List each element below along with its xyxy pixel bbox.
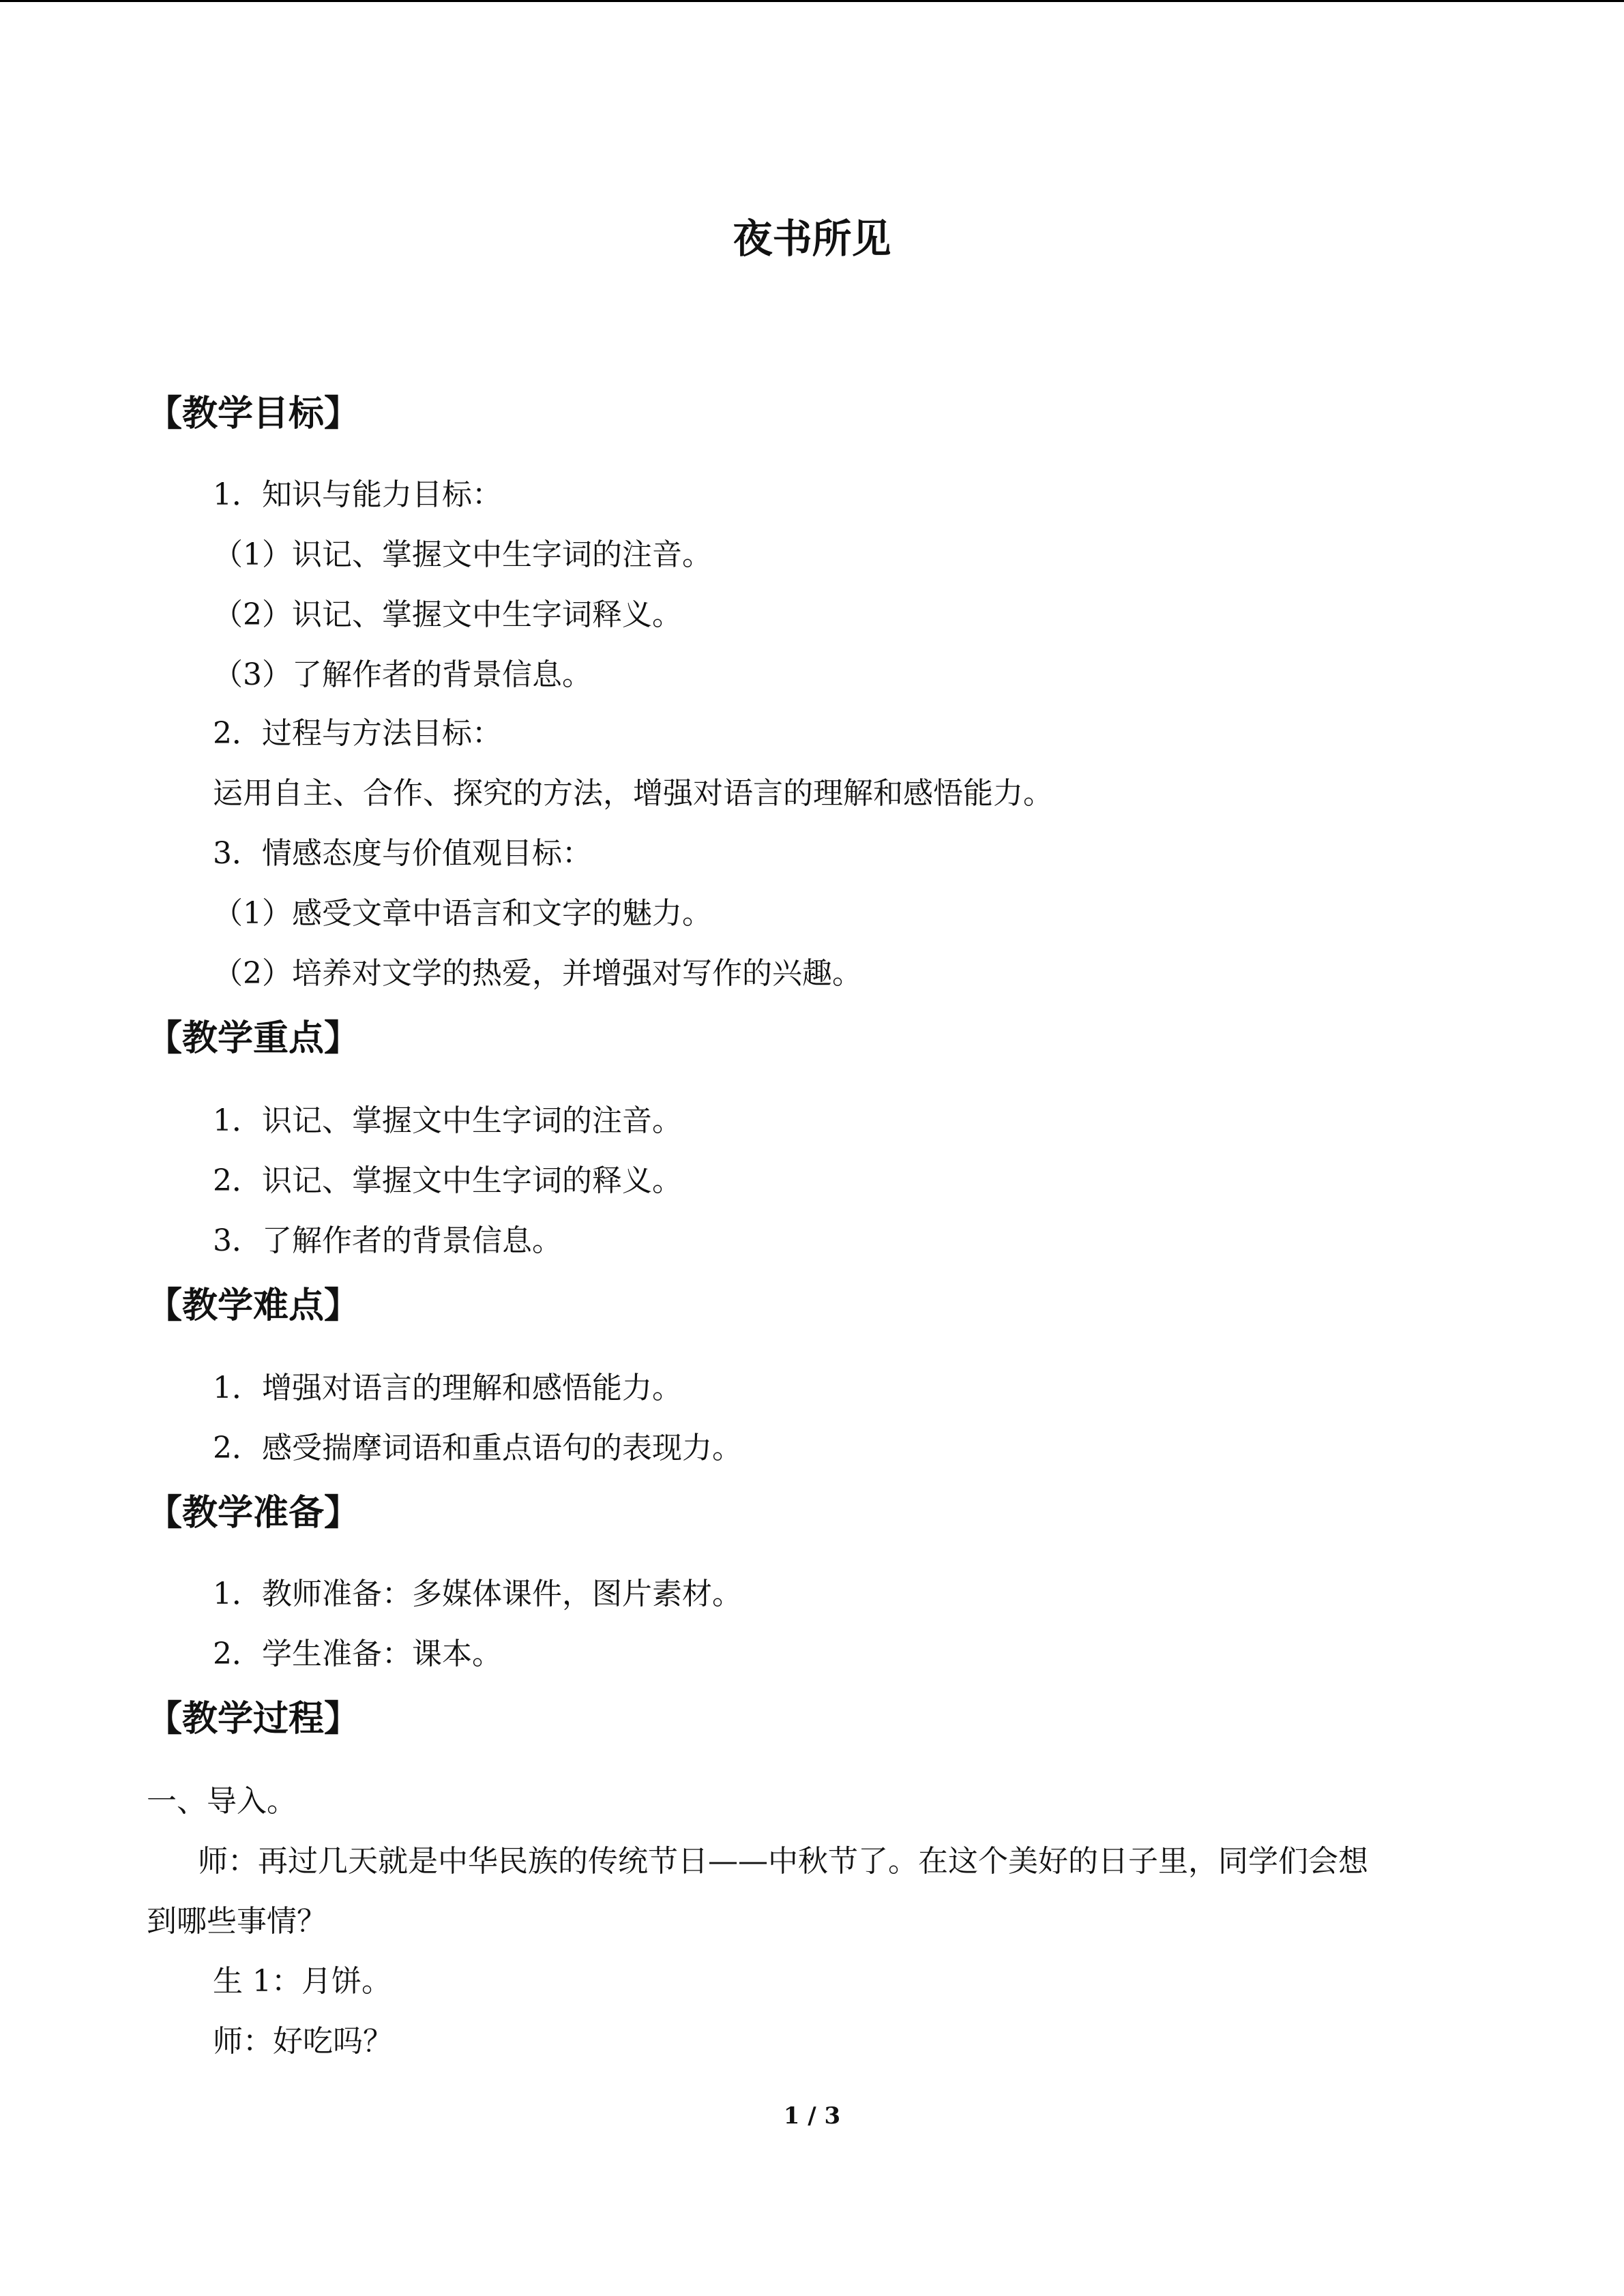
- preparation-line-2: 2．学生准备：课本。: [213, 1637, 502, 1671]
- section-heading-process: 【教学过程】: [147, 1698, 360, 1740]
- section-heading-goals: 【教学目标】: [147, 393, 360, 434]
- document-title: 夜书所见: [733, 215, 891, 262]
- goals-line-5: 2．过程与方法目标：: [213, 716, 502, 751]
- difficulties-line-2: 2．感受揣摩词语和重点语句的表现力。: [213, 1431, 742, 1465]
- goals-line-7: 3．情感态度与价值观目标：: [213, 836, 592, 871]
- process-line-2: 师：再过几天就是中华民族的传统节日——中秋节了。在这个美好的日子里，同学们会想: [198, 1844, 1368, 1879]
- process-line-5: 师：好吃吗？: [213, 2024, 393, 2059]
- process-line-4: 生 1：月饼。: [213, 1964, 392, 1999]
- key-points-line-3: 3．了解作者的背景信息。: [213, 1223, 562, 1258]
- difficulties-line-1: 1．增强对语言的理解和感悟能力。: [213, 1371, 682, 1405]
- process-line-1: 一、导入。: [147, 1784, 297, 1819]
- preparation-line-1: 1．教师准备：多媒体课件，图片素材。: [213, 1577, 742, 1611]
- section-heading-key-points: 【教学重点】: [147, 1017, 360, 1059]
- goals-line-8: （1）感受文章中语言和文字的魅力。: [213, 896, 712, 931]
- goals-line-1: 1．知识与能力目标：: [213, 477, 502, 512]
- page-number: 1 / 3: [783, 2102, 841, 2130]
- goals-line-2: （1）识记、掌握文中生字词的注音。: [213, 537, 712, 572]
- goals-line-3: （2）识记、掌握文中生字词释义。: [213, 597, 682, 632]
- section-heading-difficulties: 【教学难点】: [147, 1285, 360, 1326]
- key-points-line-2: 2．识记、掌握文中生字词的释义。: [213, 1163, 682, 1198]
- goals-line-4: （3）了解作者的背景信息。: [213, 657, 592, 692]
- key-points-line-1: 1．识记、掌握文中生字词的注音。: [213, 1103, 682, 1138]
- goals-line-9: （2）培养对文学的热爱，并增强对写作的兴趣。: [213, 956, 862, 991]
- goals-line-6: 运用自主、合作、探究的方法，增强对语言的理解和感悟能力。: [213, 776, 1053, 811]
- process-line-3: 到哪些事情？: [147, 1904, 327, 1939]
- section-heading-preparation: 【教学准备】: [147, 1492, 360, 1534]
- top-border: [0, 0, 1624, 2]
